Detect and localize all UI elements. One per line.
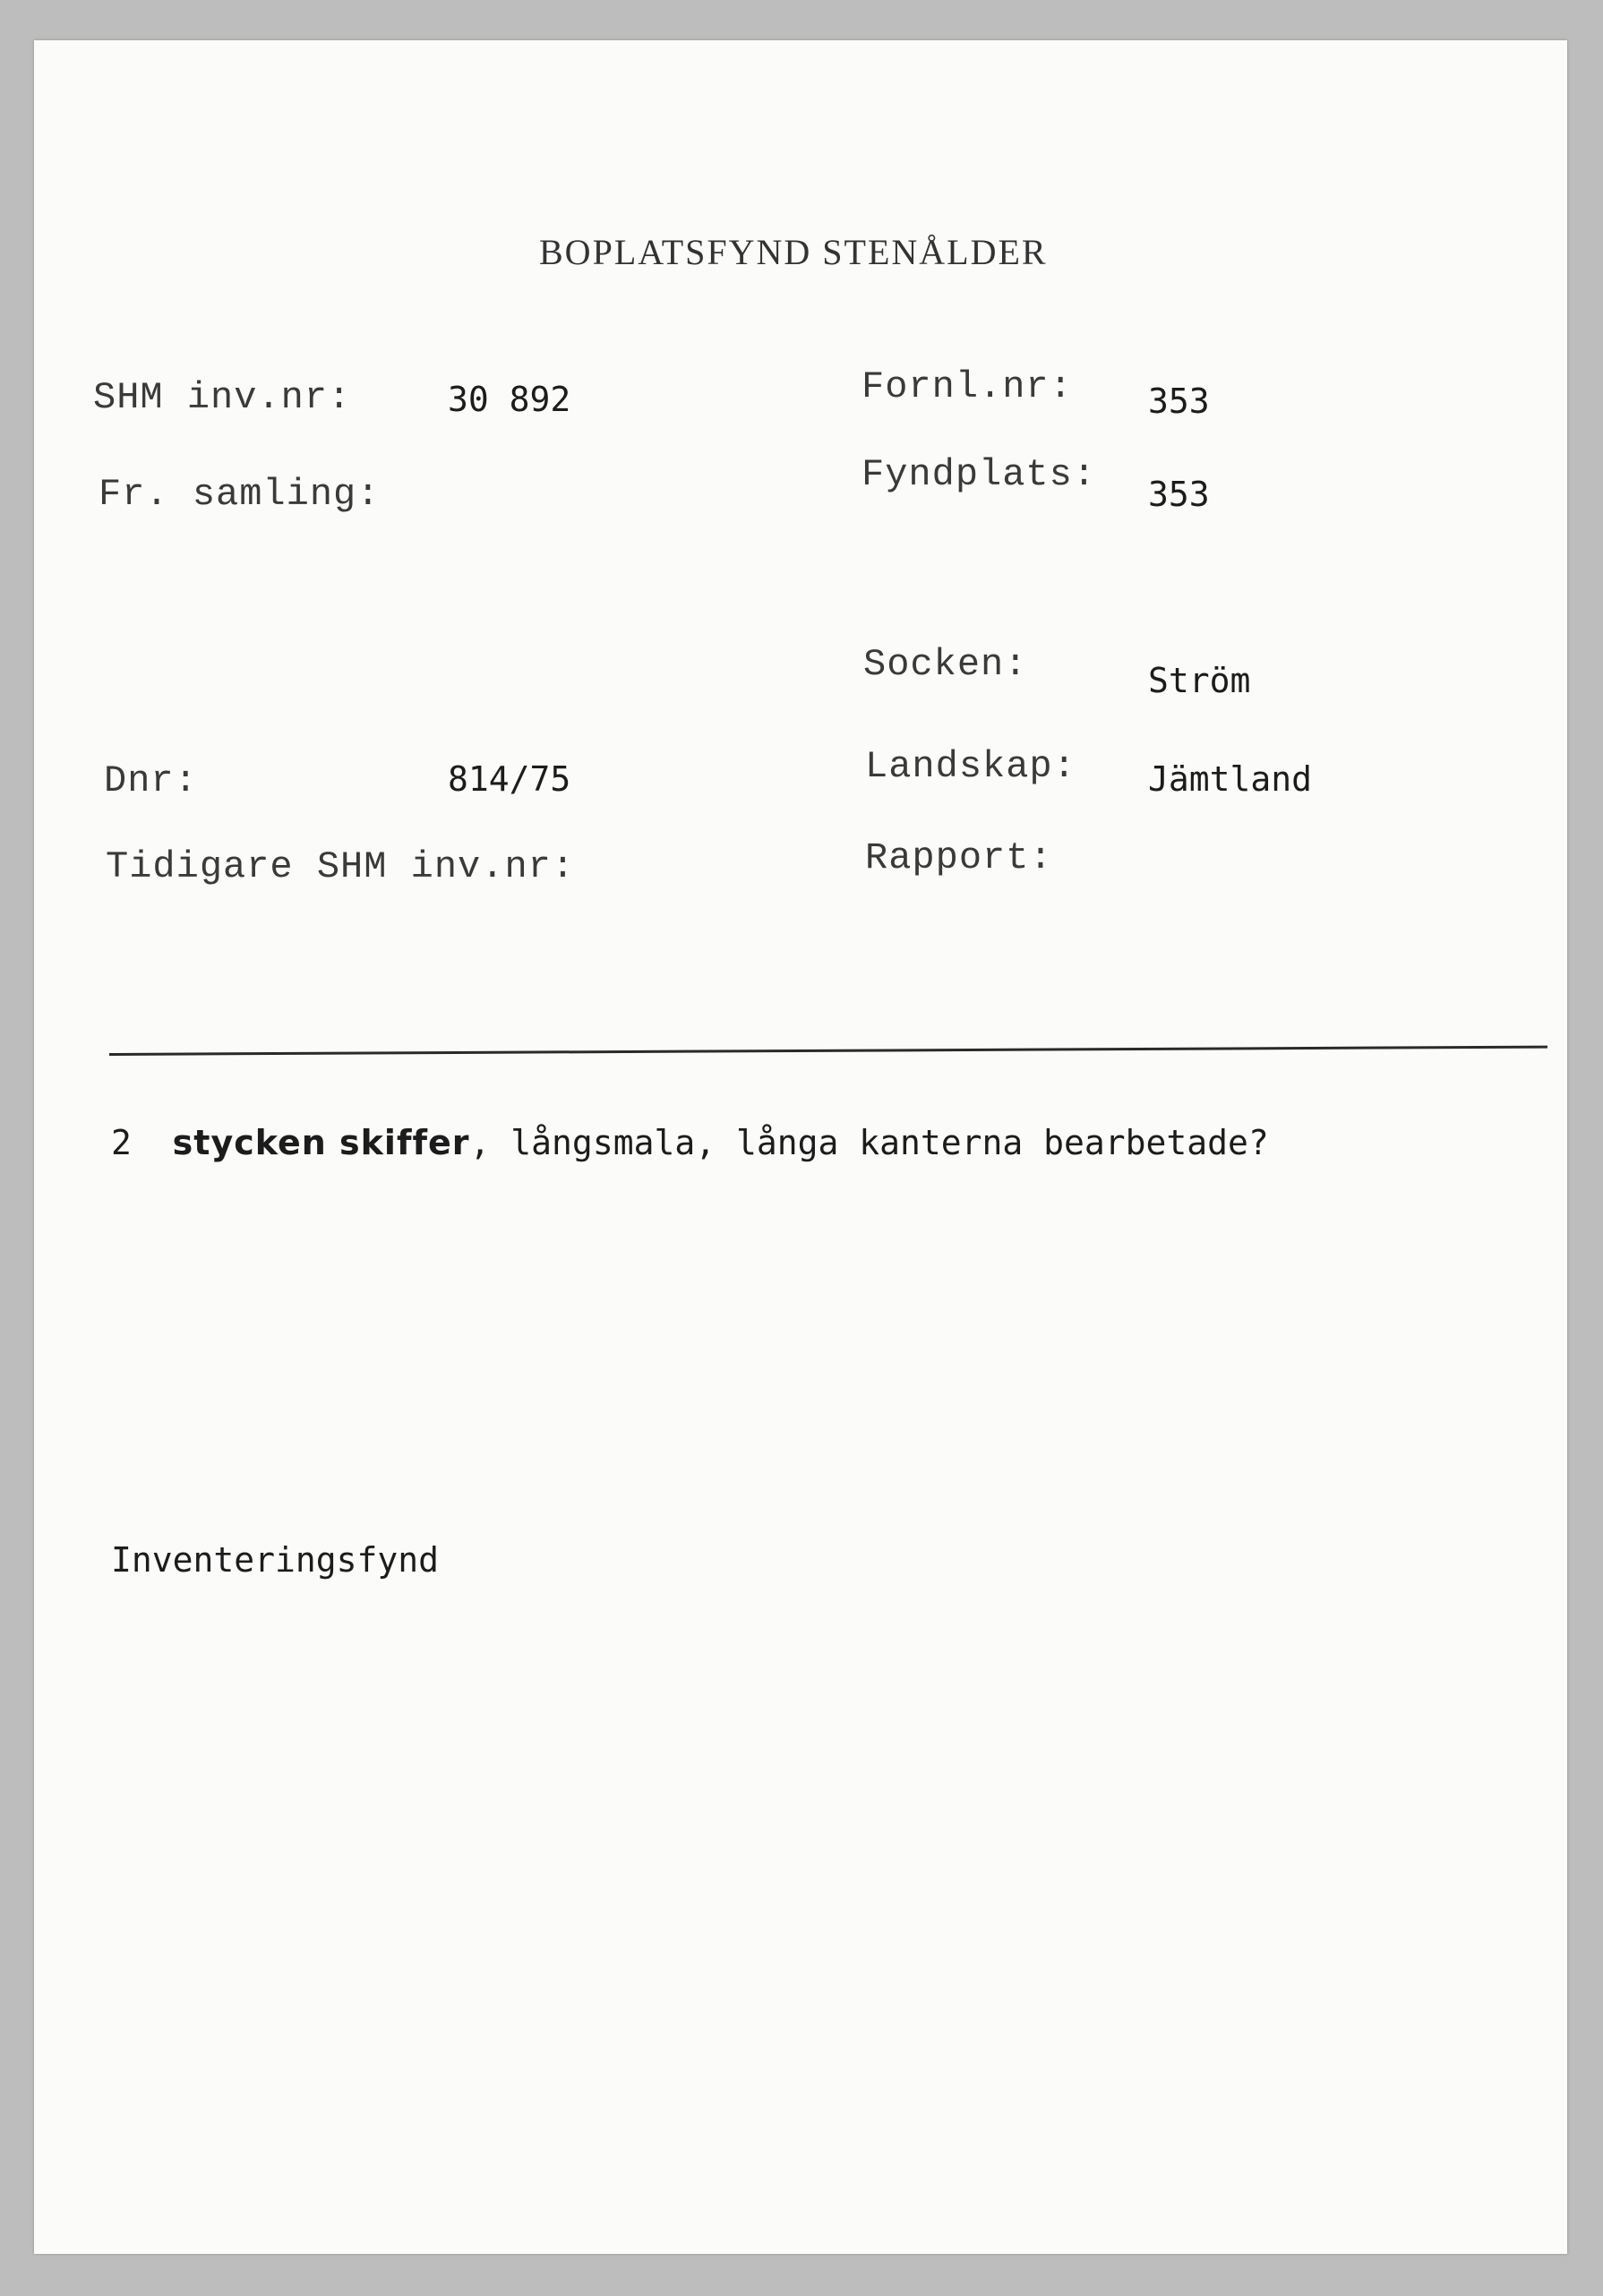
find-note: Inventeringsfynd: [111, 1540, 440, 1580]
shm-inv-label: SHM inv.nr:: [93, 376, 352, 419]
rapport-label: Rapport:: [865, 836, 1053, 879]
socken-label: Socken:: [863, 643, 1028, 686]
find-description: [111, 1123, 1269, 1162]
find-details: , långsmala, långa kanterna bearbetade?: [469, 1123, 1269, 1162]
fr-samling-label: Fr. samling:: [99, 473, 381, 516]
fyndplats-label: Fyndplats:: [862, 453, 1097, 496]
landskap-value: Jämtland: [1148, 759, 1313, 799]
shm-inv-value: 30 892: [448, 380, 571, 419]
find-material: stycken skiffer: [172, 1123, 470, 1162]
fyndplats-value: 353: [1148, 475, 1210, 514]
card-title: BOPLATSFYND STENÅLDER: [539, 232, 1048, 272]
dnr-label: Dnr:: [104, 759, 198, 802]
fornl-label: Fornl.nr:: [862, 365, 1073, 408]
find-count: 2: [111, 1123, 132, 1162]
landskap-label: Landskap:: [865, 745, 1076, 788]
dnr-value: 814/75: [448, 759, 571, 799]
socken-value: Ström: [1148, 661, 1251, 700]
fornl-value: 353: [1148, 381, 1210, 421]
tidigare-label: Tidigare SHM inv.nr:: [106, 845, 576, 888]
